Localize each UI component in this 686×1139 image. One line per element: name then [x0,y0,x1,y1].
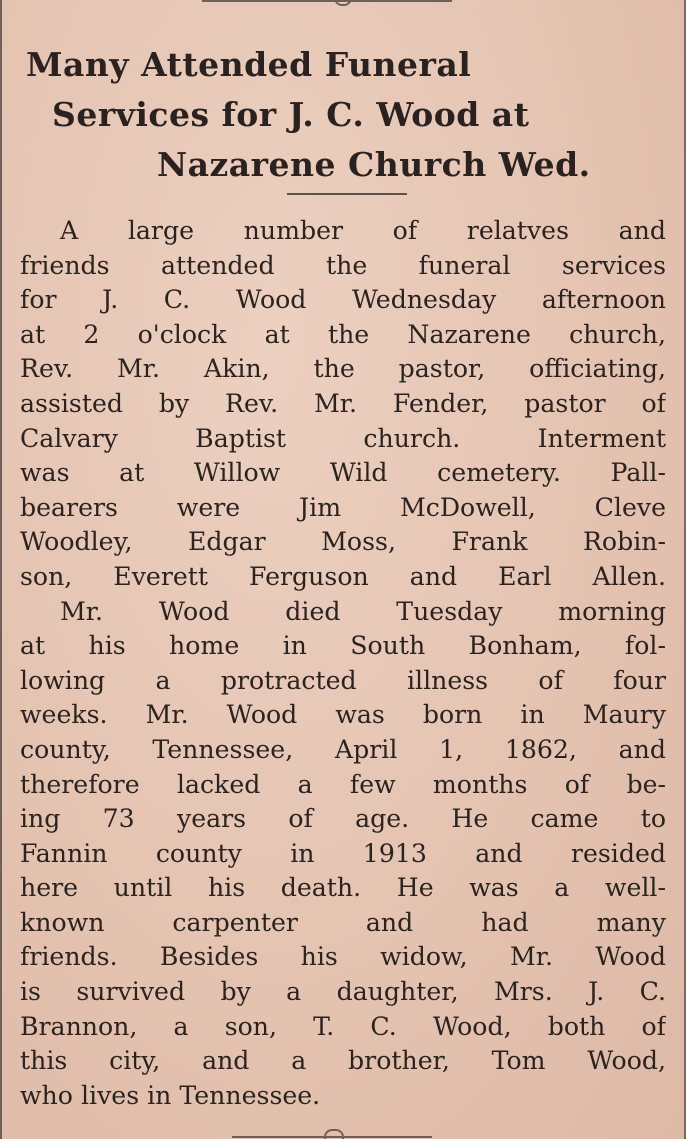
body-line: county, Tennessee, April 1, 1862, and [20,734,666,764]
body-line: Rev. Mr. Akin, the pastor, officiating, [20,354,666,384]
top-ornament [334,0,352,6]
body-line: at his home in South Bonham, fol- [20,631,666,661]
body-line: assisted by Rev. Mr. Fender, pastor of [20,388,666,418]
headline-divider [287,193,407,195]
body-line: for J. C. Wood Wednesday afternoon [20,285,666,315]
body-line: Brannon, a son, T. C. Wood, both of [20,1011,666,1041]
body-line: was at Willow Wild cemetery. Pall- [20,458,666,488]
body-line: son, Everett Ferguson and Earl Allen. [20,561,666,591]
body-line: Fannin county in 1913 and resided [20,838,666,868]
body-line: Woodley, Edgar Moss, Frank Robin- [20,527,666,557]
body-line: is survived by a daughter, Mrs. J. C. [20,977,666,1007]
headline-line-1: Many Attended Funeral [26,45,472,84]
body-line: this city, and a brother, Tom Wood, [20,1046,666,1076]
body-line: weeks. Mr. Wood was born in Maury [20,700,666,730]
body-line: A large number of relatves and [60,216,666,245]
article-body [20,214,666,1113]
body-line: at 2 o'clock at the Nazarene church, [20,319,666,349]
top-border-rule [202,0,452,2]
body-line: ing 73 years of age. He came to [20,804,666,834]
article-headline [2,40,686,190]
body-line: known carpenter and had many [20,907,666,937]
headline-line-3: Nazarene Church Wed. [157,145,591,184]
body-line: Calvary Baptist church. Interment [20,423,666,453]
bottom-ornament [324,1129,344,1139]
body-line: here until his death. He was a well- [20,873,666,903]
body-line: friends attended the funeral services [20,250,666,280]
body-line: lowing a protracted illness of four [20,665,666,695]
body-line: Mr. Wood died Tuesday morning [60,596,666,626]
body-line: who lives in Tennessee. [20,1080,321,1110]
headline-line-2: Services for J. C. Wood at [52,95,530,134]
body-line: bearers were Jim McDowell, Cleve [20,492,666,522]
body-line: therefore lacked a few months of be- [20,769,666,799]
body-line: friends. Besides his widow, Mr. Wood [20,942,666,972]
